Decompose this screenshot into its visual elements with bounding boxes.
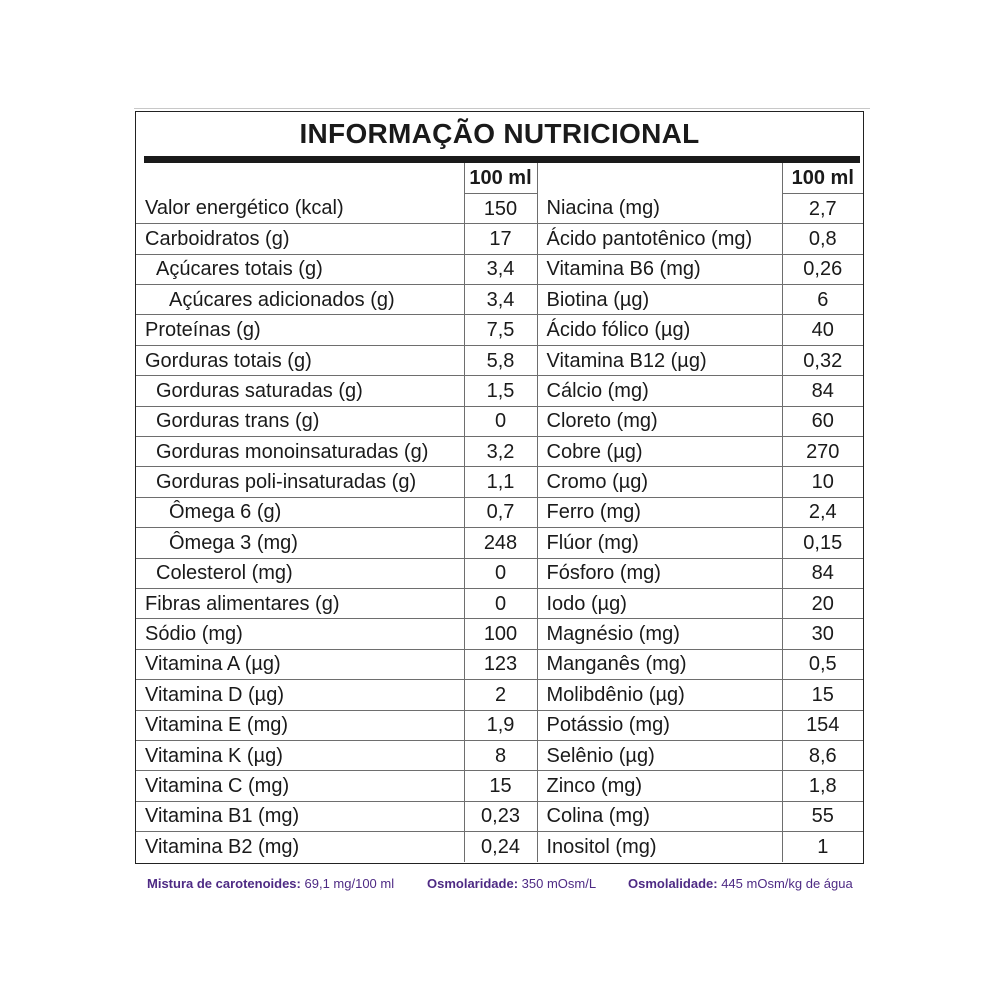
nutrient-value: 17 (464, 224, 537, 254)
nutrient-label: Açúcares totais (g) (136, 254, 464, 284)
table-row (136, 558, 863, 588)
table-row (136, 254, 863, 284)
table-row (136, 740, 863, 770)
nutrient-value: 2 (464, 680, 537, 710)
nutrient-label: Niacina (mg) (537, 193, 782, 223)
nutrient-value: 8,6 (782, 740, 863, 770)
nutrient-label: Gorduras saturadas (g) (136, 376, 464, 406)
nutrient-label: Ferro (mg) (537, 497, 782, 527)
nutrient-value: 40 (782, 315, 863, 345)
nutrient-label: Ácido pantotênico (mg) (537, 224, 782, 254)
nutrient-value: 20 (782, 588, 863, 618)
nutrient-value: 1,5 (464, 376, 537, 406)
nutrient-label: Potássio (mg) (537, 710, 782, 740)
nutrient-label: Ômega 6 (g) (136, 497, 464, 527)
nutrient-label: Fibras alimentares (g) (136, 588, 464, 618)
nutrient-label: Vitamina B1 (mg) (136, 801, 464, 831)
nutrient-value: 150 (464, 193, 537, 223)
carotenoids-value: 69,1 mg/100 ml (304, 876, 395, 891)
nutrient-label: Vitamina A (µg) (136, 649, 464, 679)
nutrient-value: 1,8 (782, 771, 863, 801)
table-row (136, 406, 863, 436)
nutrient-value: 2,7 (782, 193, 863, 223)
nutrient-value: 0,8 (782, 224, 863, 254)
nutrient-label: Flúor (mg) (537, 528, 782, 558)
nutrient-value: 30 (782, 619, 863, 649)
nutrient-value: 0,5 (782, 649, 863, 679)
nutrient-value: 270 (782, 437, 863, 467)
nutrient-value: 0 (464, 558, 537, 588)
nutrient-value: 5,8 (464, 345, 537, 375)
nutrient-value: 55 (782, 801, 863, 831)
nutrient-label: Cobre (µg) (537, 437, 782, 467)
nutrient-value: 6 (782, 285, 863, 315)
nutrient-value: 123 (464, 649, 537, 679)
header-blank-left (136, 163, 464, 193)
osmolarity-note (427, 876, 596, 891)
nutrient-label: Vitamina D (µg) (136, 680, 464, 710)
nutrient-value: 0,15 (782, 528, 863, 558)
header-row (136, 163, 863, 193)
nutrient-value: 60 (782, 406, 863, 436)
nutrient-label: Iodo (µg) (537, 588, 782, 618)
nutrient-label: Vitamina K (µg) (136, 740, 464, 770)
nutrient-label: Carboidratos (g) (136, 224, 464, 254)
table-row (136, 224, 863, 254)
carotenoids-note (147, 876, 394, 891)
right-column-header: 100 ml (782, 163, 863, 193)
nutrient-label: Colina (mg) (537, 801, 782, 831)
nutrient-label: Inositol (mg) (537, 832, 782, 862)
osmolality-note (628, 876, 853, 891)
nutrient-label: Valor energético (kcal) (136, 193, 464, 223)
nutrient-label: Magnésio (mg) (537, 619, 782, 649)
nutrient-label: Gorduras trans (g) (136, 406, 464, 436)
nutrient-label: Ácido fólico (µg) (537, 315, 782, 345)
nutrient-value: 154 (782, 710, 863, 740)
table-row (136, 832, 863, 862)
nutrient-label: Vitamina C (mg) (136, 771, 464, 801)
nutrition-table (136, 163, 863, 862)
table-row (136, 193, 863, 223)
title-rule (144, 156, 860, 163)
osmolarity-value: 350 mOsm/L (521, 876, 597, 891)
nutrient-value: 0,24 (464, 832, 537, 862)
nutrient-value: 0 (464, 588, 537, 618)
nutrient-label: Vitamina B12 (µg) (537, 345, 782, 375)
table-row (136, 315, 863, 345)
nutrient-value: 15 (464, 771, 537, 801)
nutrient-value: 84 (782, 376, 863, 406)
nutrient-label: Gorduras poli-insaturadas (g) (136, 467, 464, 497)
nutrient-value: 15 (782, 680, 863, 710)
nutrient-label: Gorduras monoinsaturadas (g) (136, 437, 464, 467)
nutrient-value: 0,7 (464, 497, 537, 527)
osmolality-label: Osmolalidade: (628, 876, 718, 891)
nutrient-value: 84 (782, 558, 863, 588)
nutrient-value: 1,9 (464, 710, 537, 740)
nutrient-label: Ômega 3 (mg) (136, 528, 464, 558)
nutrient-label: Vitamina B2 (mg) (145, 836, 300, 859)
nutrient-value: 10 (782, 467, 863, 497)
osmolarity-label: Osmolaridade: (427, 876, 519, 891)
nutrient-value: 1,1 (464, 467, 537, 497)
top-divider (134, 108, 870, 109)
nutrient-label: Cromo (µg) (537, 467, 782, 497)
nutrient-label: Vitamina B6 (mg) (537, 254, 782, 284)
nutrient-value: 248 (464, 528, 537, 558)
left-column-header: 100 ml (464, 163, 537, 193)
table-row (136, 437, 863, 467)
nutrient-label: Sódio (mg) (136, 619, 464, 649)
table-row (136, 710, 863, 740)
nutrient-value: 0 (464, 406, 537, 436)
table-row (136, 649, 863, 679)
table-row (136, 345, 863, 375)
table-row (136, 771, 863, 801)
nutrient-label: Gorduras totais (g) (136, 345, 464, 375)
nutrient-value: 0,32 (782, 345, 863, 375)
nutrient-label: Selênio (µg) (537, 740, 782, 770)
nutrient-value: 3,4 (464, 285, 537, 315)
table-row (136, 285, 863, 315)
nutrient-value: 8 (464, 740, 537, 770)
nutrient-label: Cloreto (mg) (537, 406, 782, 436)
osmolality-value: 445 mOsm/kg de água (721, 876, 853, 891)
nutrient-value: 0,26 (782, 254, 863, 284)
nutrition-facts-panel (135, 111, 864, 864)
table-row (136, 467, 863, 497)
table-row (136, 528, 863, 558)
nutrient-value: 7,5 (464, 315, 537, 345)
nutrient-value: 3,2 (464, 437, 537, 467)
nutrient-label: Zinco (mg) (537, 771, 782, 801)
nutrient-value: 3,4 (464, 254, 537, 284)
table-row (136, 376, 863, 406)
table-row (136, 619, 863, 649)
table-row (136, 801, 863, 831)
nutrient-label: Molibdênio (µg) (537, 680, 782, 710)
table-row (136, 588, 863, 618)
header-blank-right (537, 163, 782, 193)
nutrient-label: Cálcio (mg) (537, 376, 782, 406)
nutrient-label: Biotina (µg) (537, 285, 782, 315)
nutrient-value: 1 (782, 832, 863, 862)
nutrient-value: 2,4 (782, 497, 863, 527)
nutrient-label: Vitamina E (mg) (136, 710, 464, 740)
carotenoids-label: Mistura de carotenoides: (147, 876, 301, 891)
nutrient-label: Açúcares adicionados (g) (136, 285, 464, 315)
table-row (136, 497, 863, 527)
table-row (136, 680, 863, 710)
nutrient-label: Fósforo (mg) (537, 558, 782, 588)
nutrient-value: 100 (464, 619, 537, 649)
nutrient-label: Manganês (mg) (537, 649, 782, 679)
nutrient-label: Proteínas (g) (136, 315, 464, 345)
nutrient-label: Colesterol (mg) (136, 558, 464, 588)
panel-title: INFORMAÇÃO NUTRICIONAL (299, 118, 700, 149)
nutrient-value: 0,23 (464, 801, 537, 831)
